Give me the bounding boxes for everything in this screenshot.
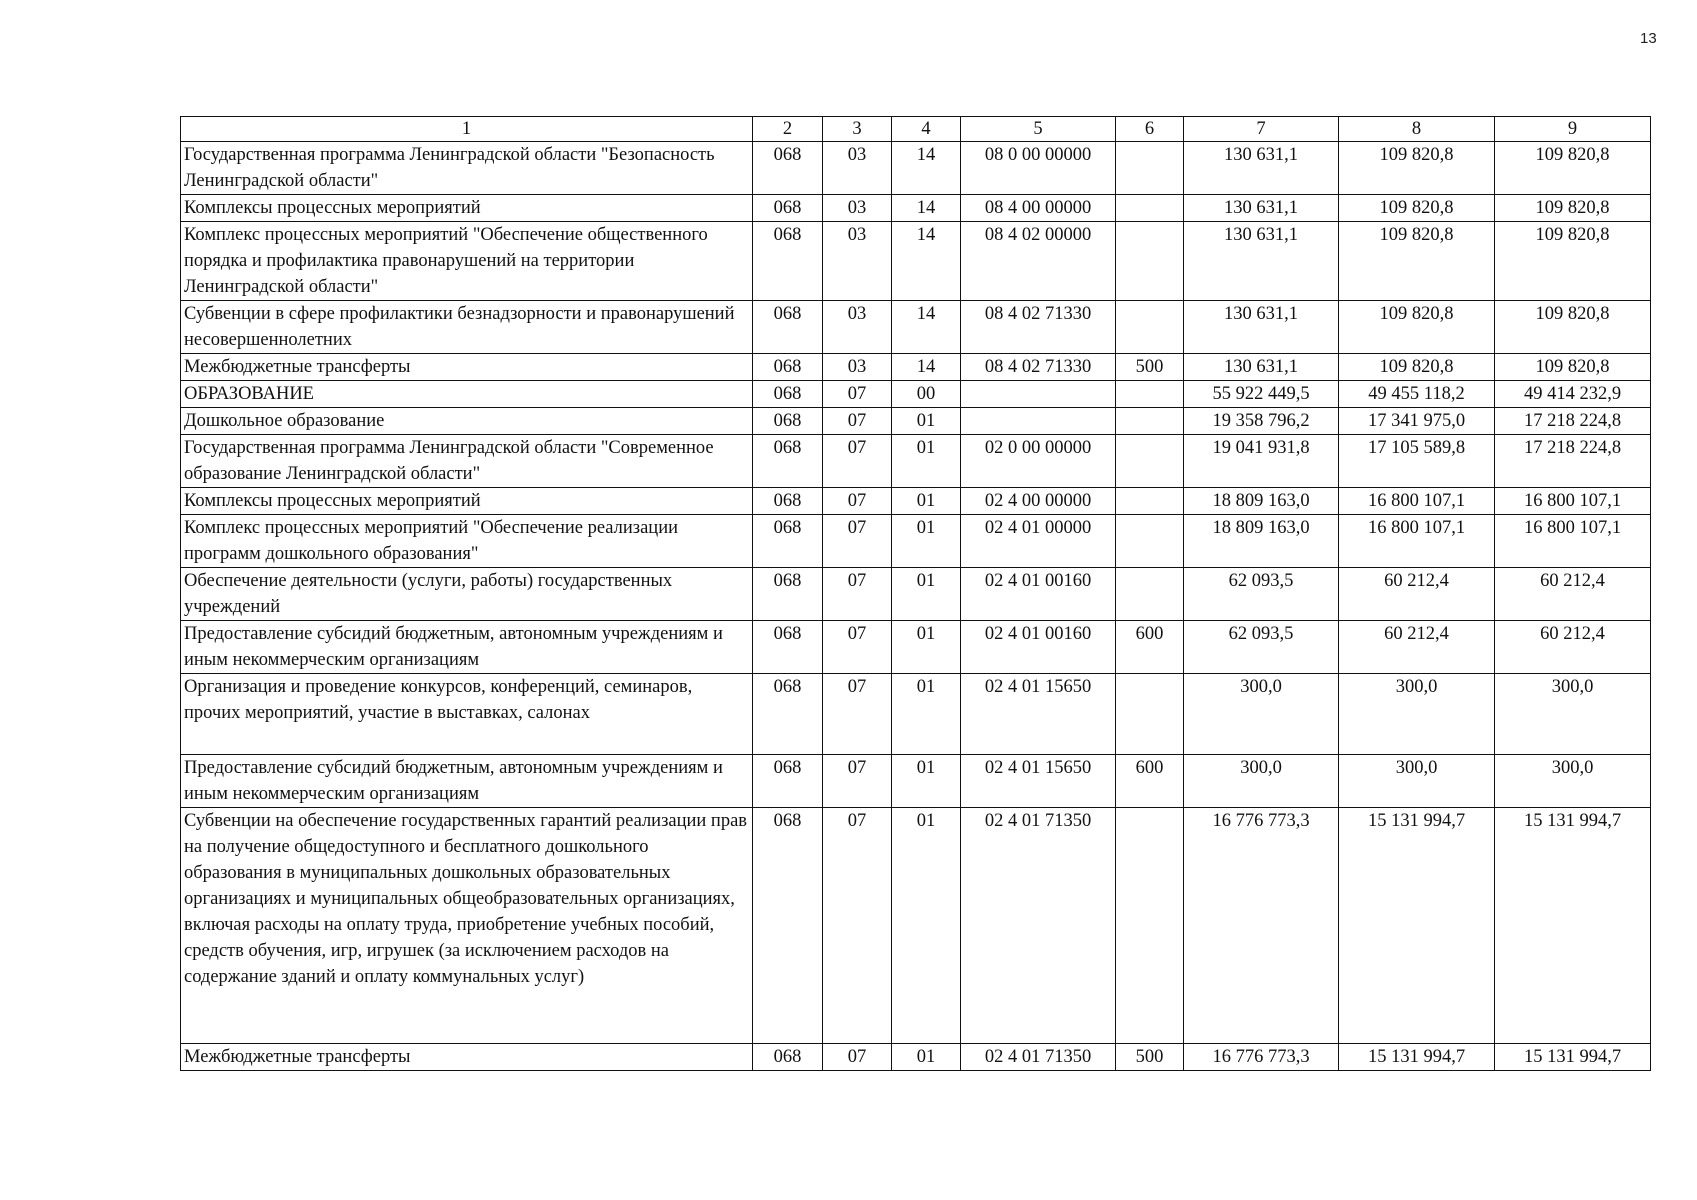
table-row [181, 488, 1651, 515]
cell-expense-type [1116, 674, 1184, 755]
cell-subsection-code: 01 [892, 568, 961, 621]
cell-target-code [961, 408, 1116, 435]
column-header: 1 [181, 117, 753, 142]
cell-expense-type [1116, 515, 1184, 568]
cell-amount-col9: 60 212,4 [1495, 621, 1651, 674]
cell-ministry-code: 068 [753, 808, 823, 1044]
cell-amount-col9: 60 212,4 [1495, 568, 1651, 621]
cell-ministry-code: 068 [753, 222, 823, 301]
row-name: Организация и проведение конкурсов, конференций, семинаров, прочих мероприятий, участие в выставках, салонах [181, 674, 753, 755]
cell-amount-col9: 17 218 224,8 [1495, 435, 1651, 488]
cell-section-code: 07 [823, 515, 892, 568]
cell-amount-col7: 130 631,1 [1184, 195, 1339, 222]
table-row [181, 755, 1651, 808]
cell-section-code: 07 [823, 488, 892, 515]
cell-amount-col9: 15 131 994,7 [1495, 1044, 1651, 1071]
cell-subsection-code: 14 [892, 354, 961, 381]
cell-target-code: 08 4 02 71330 [961, 354, 1116, 381]
cell-target-code: 08 4 02 00000 [961, 222, 1116, 301]
budget-table [180, 116, 1651, 1071]
cell-subsection-code: 14 [892, 301, 961, 354]
cell-subsection-code: 14 [892, 142, 961, 195]
table-row [181, 408, 1651, 435]
table-row [181, 568, 1651, 621]
page-number: 13 [1640, 30, 1657, 47]
cell-amount-col8: 17 105 589,8 [1339, 435, 1495, 488]
table-row [181, 674, 1651, 755]
row-name: Комплексы процессных мероприятий [181, 488, 753, 515]
cell-subsection-code: 01 [892, 808, 961, 1044]
cell-section-code: 07 [823, 568, 892, 621]
cell-amount-col9: 109 820,8 [1495, 142, 1651, 195]
row-name: Субвенции в сфере профилактики безнадзорности и правонарушений несовершеннолетних [181, 301, 753, 354]
cell-amount-col7: 18 809 163,0 [1184, 488, 1339, 515]
cell-section-code: 03 [823, 195, 892, 222]
cell-amount-col9: 109 820,8 [1495, 195, 1651, 222]
cell-section-code: 07 [823, 808, 892, 1044]
cell-amount-col7: 62 093,5 [1184, 568, 1339, 621]
cell-expense-type [1116, 301, 1184, 354]
cell-ministry-code: 068 [753, 354, 823, 381]
row-name: Дошкольное образование [181, 408, 753, 435]
cell-expense-type [1116, 808, 1184, 1044]
cell-ministry-code: 068 [753, 515, 823, 568]
table-row [181, 621, 1651, 674]
cell-ministry-code: 068 [753, 195, 823, 222]
cell-amount-col9: 300,0 [1495, 755, 1651, 808]
cell-amount-col7: 55 922 449,5 [1184, 381, 1339, 408]
cell-amount-col8: 300,0 [1339, 674, 1495, 755]
cell-section-code: 03 [823, 301, 892, 354]
cell-amount-col8: 15 131 994,7 [1339, 1044, 1495, 1071]
row-name: Комплексы процессных мероприятий [181, 195, 753, 222]
cell-subsection-code: 01 [892, 488, 961, 515]
header-row [181, 117, 1651, 142]
cell-section-code: 03 [823, 142, 892, 195]
cell-subsection-code: 00 [892, 381, 961, 408]
cell-target-code: 02 4 01 15650 [961, 674, 1116, 755]
cell-section-code: 07 [823, 674, 892, 755]
cell-ministry-code: 068 [753, 301, 823, 354]
table-row [181, 222, 1651, 301]
row-name: Комплекс процессных мероприятий "Обеспечение общественного порядка и профилактика правонарушений на территории Ленинградской области" [181, 222, 753, 301]
table-row [181, 381, 1651, 408]
cell-amount-col8: 109 820,8 [1339, 354, 1495, 381]
cell-target-code: 02 4 01 15650 [961, 755, 1116, 808]
cell-subsection-code: 01 [892, 515, 961, 568]
cell-amount-col7: 130 631,1 [1184, 142, 1339, 195]
row-name: ОБРАЗОВАНИЕ [181, 381, 753, 408]
cell-target-code: 02 0 00 00000 [961, 435, 1116, 488]
row-name: Комплекс процессных мероприятий "Обеспечение реализации программ дошкольного образования" [181, 515, 753, 568]
cell-amount-col7: 16 776 773,3 [1184, 1044, 1339, 1071]
cell-section-code: 07 [823, 755, 892, 808]
table-row [181, 1044, 1651, 1071]
cell-target-code: 02 4 01 71350 [961, 808, 1116, 1044]
cell-amount-col7: 300,0 [1184, 755, 1339, 808]
cell-subsection-code: 14 [892, 222, 961, 301]
cell-expense-type [1116, 435, 1184, 488]
cell-expense-type: 500 [1116, 354, 1184, 381]
cell-amount-col9: 109 820,8 [1495, 301, 1651, 354]
column-header: 9 [1495, 117, 1651, 142]
table-row [181, 354, 1651, 381]
cell-expense-type [1116, 568, 1184, 621]
cell-target-code: 08 4 00 00000 [961, 195, 1116, 222]
cell-amount-col9: 16 800 107,1 [1495, 515, 1651, 568]
cell-amount-col8: 17 341 975,0 [1339, 408, 1495, 435]
cell-expense-type: 600 [1116, 621, 1184, 674]
table-row [181, 142, 1651, 195]
cell-amount-col8: 60 212,4 [1339, 568, 1495, 621]
cell-target-code: 02 4 00 00000 [961, 488, 1116, 515]
cell-section-code: 03 [823, 222, 892, 301]
cell-amount-col7: 130 631,1 [1184, 222, 1339, 301]
cell-amount-col8: 300,0 [1339, 755, 1495, 808]
cell-subsection-code: 01 [892, 408, 961, 435]
cell-amount-col9: 109 820,8 [1495, 354, 1651, 381]
cell-amount-col8: 16 800 107,1 [1339, 488, 1495, 515]
cell-target-code: 08 4 02 71330 [961, 301, 1116, 354]
cell-expense-type [1116, 381, 1184, 408]
cell-expense-type [1116, 195, 1184, 222]
row-name: Межбюджетные трансферты [181, 354, 753, 381]
table-row [181, 435, 1651, 488]
row-name: Государственная программа Ленинградской области "Безопасность Ленинградской области" [181, 142, 753, 195]
row-name: Предоставление субсидий бюджетным, автономным учреждениям и иным некоммерческим организациям [181, 755, 753, 808]
cell-target-code: 08 0 00 00000 [961, 142, 1116, 195]
cell-amount-col8: 15 131 994,7 [1339, 808, 1495, 1044]
cell-target-code: 02 4 01 00160 [961, 568, 1116, 621]
cell-ministry-code: 068 [753, 435, 823, 488]
table-row [181, 808, 1651, 1044]
cell-ministry-code: 068 [753, 488, 823, 515]
cell-amount-col7: 130 631,1 [1184, 354, 1339, 381]
cell-expense-type: 600 [1116, 755, 1184, 808]
cell-expense-type [1116, 408, 1184, 435]
cell-ministry-code: 068 [753, 755, 823, 808]
cell-target-code: 02 4 01 00160 [961, 621, 1116, 674]
cell-section-code: 07 [823, 1044, 892, 1071]
cell-amount-col7: 16 776 773,3 [1184, 808, 1339, 1044]
cell-ministry-code: 068 [753, 381, 823, 408]
cell-amount-col9: 17 218 224,8 [1495, 408, 1651, 435]
column-header: 6 [1116, 117, 1184, 142]
column-header: 2 [753, 117, 823, 142]
cell-subsection-code: 01 [892, 674, 961, 755]
cell-section-code: 07 [823, 381, 892, 408]
cell-amount-col8: 49 455 118,2 [1339, 381, 1495, 408]
cell-ministry-code: 068 [753, 568, 823, 621]
cell-amount-col7: 18 809 163,0 [1184, 515, 1339, 568]
column-header: 3 [823, 117, 892, 142]
cell-amount-col7: 62 093,5 [1184, 621, 1339, 674]
cell-ministry-code: 068 [753, 621, 823, 674]
cell-amount-col8: 109 820,8 [1339, 142, 1495, 195]
row-name: Государственная программа Ленинградской области "Современное образование Ленинградской области" [181, 435, 753, 488]
cell-ministry-code: 068 [753, 1044, 823, 1071]
cell-expense-type [1116, 488, 1184, 515]
row-name: Предоставление субсидий бюджетным, автономным учреждениям и иным некоммерческим организациям [181, 621, 753, 674]
column-header: 7 [1184, 117, 1339, 142]
row-name: Межбюджетные трансферты [181, 1044, 753, 1071]
column-header: 4 [892, 117, 961, 142]
table-row [181, 515, 1651, 568]
column-header: 5 [961, 117, 1116, 142]
cell-section-code: 07 [823, 408, 892, 435]
cell-section-code: 07 [823, 435, 892, 488]
cell-subsection-code: 01 [892, 1044, 961, 1071]
column-header: 8 [1339, 117, 1495, 142]
cell-amount-col8: 60 212,4 [1339, 621, 1495, 674]
cell-section-code: 07 [823, 621, 892, 674]
cell-amount-col9: 16 800 107,1 [1495, 488, 1651, 515]
cell-target-code: 02 4 01 71350 [961, 1044, 1116, 1071]
cell-subsection-code: 01 [892, 755, 961, 808]
cell-expense-type [1116, 142, 1184, 195]
row-name: Обеспечение деятельности (услуги, работы) государственных учреждений [181, 568, 753, 621]
cell-ministry-code: 068 [753, 408, 823, 435]
cell-ministry-code: 068 [753, 142, 823, 195]
cell-amount-col7: 19 358 796,2 [1184, 408, 1339, 435]
cell-amount-col9: 300,0 [1495, 674, 1651, 755]
cell-target-code: 02 4 01 00000 [961, 515, 1116, 568]
cell-amount-col9: 109 820,8 [1495, 222, 1651, 301]
cell-subsection-code: 01 [892, 435, 961, 488]
cell-subsection-code: 01 [892, 621, 961, 674]
cell-amount-col9: 49 414 232,9 [1495, 381, 1651, 408]
cell-amount-col7: 130 631,1 [1184, 301, 1339, 354]
cell-expense-type [1116, 222, 1184, 301]
cell-amount-col8: 16 800 107,1 [1339, 515, 1495, 568]
cell-amount-col8: 109 820,8 [1339, 301, 1495, 354]
cell-amount-col7: 19 041 931,8 [1184, 435, 1339, 488]
cell-target-code [961, 381, 1116, 408]
cell-amount-col8: 109 820,8 [1339, 222, 1495, 301]
cell-subsection-code: 14 [892, 195, 961, 222]
cell-amount-col8: 109 820,8 [1339, 195, 1495, 222]
cell-section-code: 03 [823, 354, 892, 381]
cell-amount-col7: 300,0 [1184, 674, 1339, 755]
row-name: Субвенции на обеспечение государственных гарантий реализации прав на получение общедоступного и бесплатного дошкольного образования в муниципальных дошкольных образовательных организациях и муниципальных общеобразовательных организациях, включая расходы на оплату труда, приобретение учебных пособий, средств обучения, игр, игрушек (за исключением расходов на содержание зданий и оплату коммунальных услуг) [181, 808, 753, 1044]
cell-amount-col9: 15 131 994,7 [1495, 808, 1651, 1044]
cell-expense-type: 500 [1116, 1044, 1184, 1071]
table-row [181, 301, 1651, 354]
table-row [181, 195, 1651, 222]
cell-ministry-code: 068 [753, 674, 823, 755]
